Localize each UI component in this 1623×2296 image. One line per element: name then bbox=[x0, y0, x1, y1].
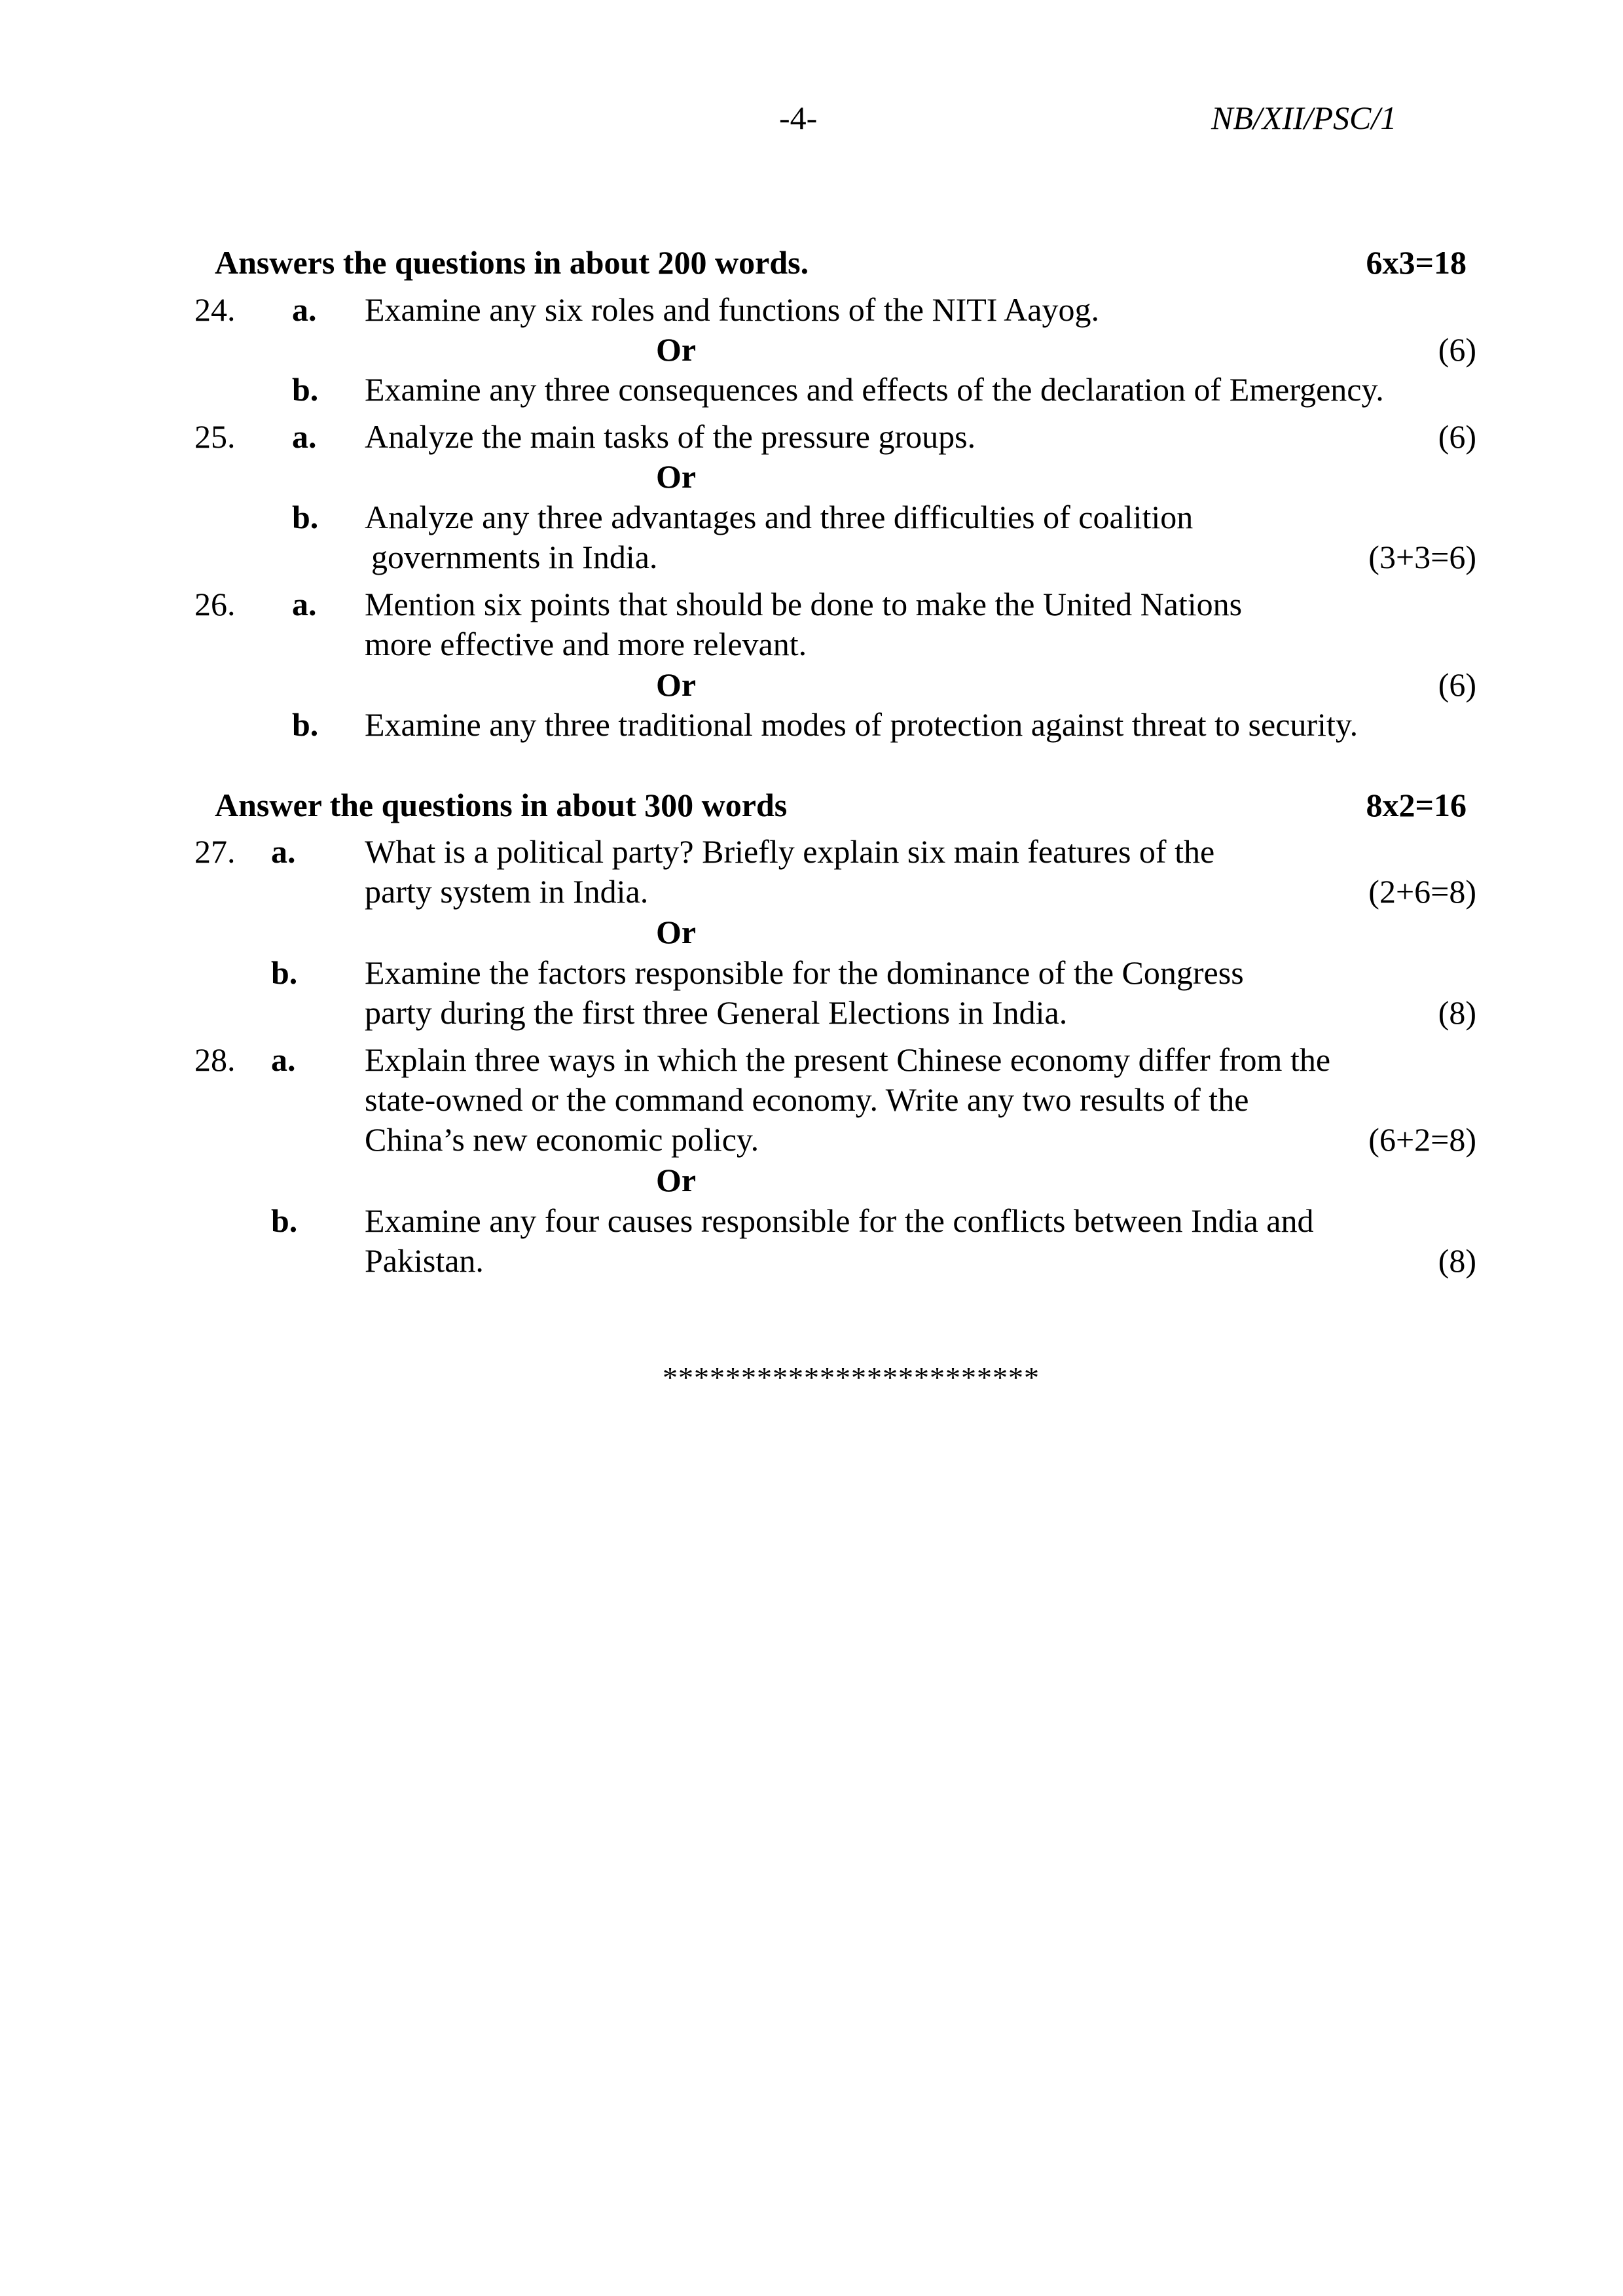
paper-code: NB/XII/PSC/1 bbox=[1211, 99, 1397, 136]
q28-a-line2: state-owned or the command economy. Write any two results of the bbox=[365, 1081, 1249, 1118]
q24-or: Or bbox=[656, 331, 697, 368]
q28-b-label: b. bbox=[271, 1202, 298, 1239]
section-a-marks: 6x3=18 bbox=[1366, 244, 1467, 281]
q27-a-marks: (2+6=8) bbox=[1368, 873, 1476, 910]
q25-a-text: Analyze the main tasks of the pressure groups. bbox=[365, 418, 976, 455]
q24-b-text: Examine any three consequences and effects of the declaration of Emergency. bbox=[365, 371, 1384, 408]
q24-marks: (6) bbox=[1438, 331, 1476, 368]
q27-b-label: b. bbox=[271, 954, 298, 991]
q28-a-line3: China’s new economic policy. bbox=[365, 1121, 759, 1158]
q27-a-line1: What is a political party? Briefly explain six main features of the bbox=[365, 833, 1215, 870]
q27-or: Or bbox=[656, 914, 697, 950]
question-number-27: 27. bbox=[194, 833, 236, 870]
q26-marks: (6) bbox=[1438, 666, 1476, 703]
q28-a-marks: (6+2=8) bbox=[1368, 1121, 1476, 1158]
q25-b-line1: Analyze any three advantages and three difficulties of coalition bbox=[365, 499, 1194, 535]
end-of-paper-stars: ************************ bbox=[663, 1361, 1040, 1394]
q28-or: Or bbox=[656, 1162, 697, 1198]
q24-b-label: b. bbox=[292, 371, 319, 408]
section-b-marks: 8x2=16 bbox=[1366, 787, 1467, 823]
q28-a-line1: Explain three ways in which the present Chinese economy differ from the bbox=[365, 1041, 1331, 1078]
q28-b-line1: Examine any four causes responsible for the conflicts between India and bbox=[365, 1202, 1314, 1239]
q26-or: Or bbox=[656, 666, 697, 703]
question-number-24: 24. bbox=[194, 291, 236, 328]
q26-b-text: Examine any three traditional modes of protection against threat to security. bbox=[365, 706, 1359, 743]
q25-b-marks: (3+3=6) bbox=[1368, 539, 1476, 575]
q24-a-text: Examine any six roles and functions of the NITI Aayog. bbox=[365, 291, 1099, 328]
question-number-25: 25. bbox=[194, 418, 236, 455]
section-b-instruction: Answer the questions in about 300 words bbox=[215, 787, 788, 823]
q27-b-line2: party during the first three General Elections in India. bbox=[365, 994, 1068, 1031]
q27-b-marks: (8) bbox=[1438, 994, 1476, 1031]
question-number-28: 28. bbox=[194, 1041, 236, 1078]
page-number: -4- bbox=[779, 99, 818, 136]
q25-b-line2: governments in India. bbox=[371, 539, 658, 575]
question-number-26: 26. bbox=[194, 586, 236, 622]
q27-a-label: a. bbox=[271, 833, 296, 870]
q24-a-label: a. bbox=[292, 291, 317, 328]
q26-a-line1: Mention six points that should be done to make the United Nations bbox=[365, 586, 1243, 622]
q25-a-label: a. bbox=[292, 418, 317, 455]
q28-a-label: a. bbox=[271, 1041, 296, 1078]
q25-a-marks: (6) bbox=[1438, 418, 1476, 455]
q26-a-line2: more effective and more relevant. bbox=[365, 626, 807, 662]
q25-or: Or bbox=[656, 458, 697, 495]
q26-b-label: b. bbox=[292, 706, 319, 743]
q25-b-label: b. bbox=[292, 499, 319, 535]
q28-b-marks: (8) bbox=[1438, 1242, 1476, 1279]
q27-b-line1: Examine the factors responsible for the dominance of the Congress bbox=[365, 954, 1244, 991]
q26-a-label: a. bbox=[292, 586, 317, 622]
section-a-instruction: Answers the questions in about 200 words. bbox=[215, 244, 809, 281]
q27-a-line2: party system in India. bbox=[365, 873, 649, 910]
q28-b-line2: Pakistan. bbox=[365, 1242, 484, 1279]
